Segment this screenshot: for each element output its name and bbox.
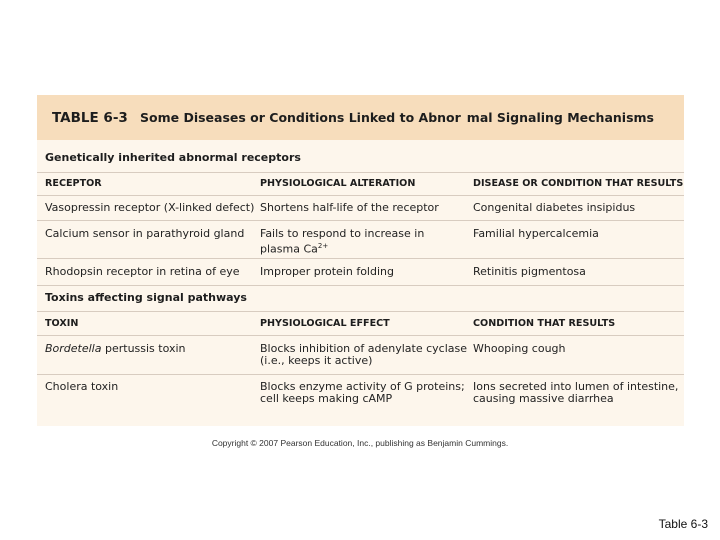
table-cell xyxy=(260,228,424,256)
column-header-condition: CONDITION THAT RESULTS xyxy=(473,318,616,329)
divider xyxy=(37,220,684,221)
divider xyxy=(37,311,684,312)
table-title-part2: mal Signaling Mechanisms xyxy=(466,110,654,125)
table-cell xyxy=(45,343,186,355)
table-cell xyxy=(260,343,467,367)
section-heading-receptors: Genetically inherited abnormal receptors xyxy=(45,151,301,164)
cell-line: (i.e., keeps it active) xyxy=(260,354,373,367)
cell-line: Blocks inhibition of adenylate cyclase xyxy=(260,342,467,355)
divider xyxy=(37,374,684,375)
table-cell: Improper protein folding xyxy=(260,265,394,278)
cell-line: causing massive diarrhea xyxy=(473,392,614,405)
table-title-part1: Some Diseases or Conditions Linked to Abnor xyxy=(140,110,461,125)
cell-line xyxy=(260,240,424,256)
column-header-receptor: RECEPTOR xyxy=(45,178,102,189)
superscript: 2+ xyxy=(317,242,329,250)
table-title xyxy=(140,110,654,125)
table-number: TABLE 6-3 xyxy=(52,109,128,126)
cell-text-italic: Bordetella xyxy=(45,342,102,355)
section-heading-toxins: Toxins affecting signal pathways xyxy=(45,291,247,304)
column-header-disease-or-condition: DISEASE OR CONDITION THAT RESULTS xyxy=(473,178,684,189)
table-cell: Whooping cough xyxy=(473,342,566,355)
cell-text: pertussis toxin xyxy=(101,342,186,355)
cell-line: Ions secreted into lumen of intestine, xyxy=(473,380,679,393)
table-panel xyxy=(37,95,684,426)
column-header-physiological-alteration: PHYSIOLOGICAL ALTERATION xyxy=(260,178,416,189)
table-cell: Cholera toxin xyxy=(45,380,119,393)
column-header-physiological-effect: PHYSIOLOGICAL EFFECT xyxy=(260,318,390,329)
table-cell xyxy=(473,381,678,405)
cell-line: cell keeps making cAMP xyxy=(260,392,393,405)
divider xyxy=(37,172,684,173)
column-header-toxin: TOXIN xyxy=(45,318,79,329)
table-cell: Shortens half-life of the receptor xyxy=(260,201,439,214)
cell-line: Blocks enzyme activity of G proteins; xyxy=(260,380,465,393)
slide-caption: Table 6-3 xyxy=(658,517,708,531)
table-cell: Retinitis pigmentosa xyxy=(473,265,586,278)
table-title-banner xyxy=(37,95,684,140)
table-cell: Rhodopsin receptor in retina of eye xyxy=(45,265,240,278)
cell-text: plasma Ca xyxy=(260,242,318,256)
divider xyxy=(37,335,684,336)
divider xyxy=(37,285,684,286)
divider xyxy=(37,258,684,259)
table-cell: Vasopressin receptor (X-linked defect) xyxy=(45,201,255,214)
table-cell: Congenital diabetes insipidus xyxy=(473,201,636,214)
copyright-notice: Copyright © 2007 Pearson Education, Inc., publishing as Benjamin Cummings. xyxy=(211,438,509,448)
divider xyxy=(37,195,684,196)
table-cell xyxy=(260,381,465,405)
cell-line: Fails to respond to increase in xyxy=(260,227,425,240)
table-cell: Familial hypercalcemia xyxy=(473,227,599,240)
table-cell: Calcium sensor in parathyroid gland xyxy=(45,227,245,240)
